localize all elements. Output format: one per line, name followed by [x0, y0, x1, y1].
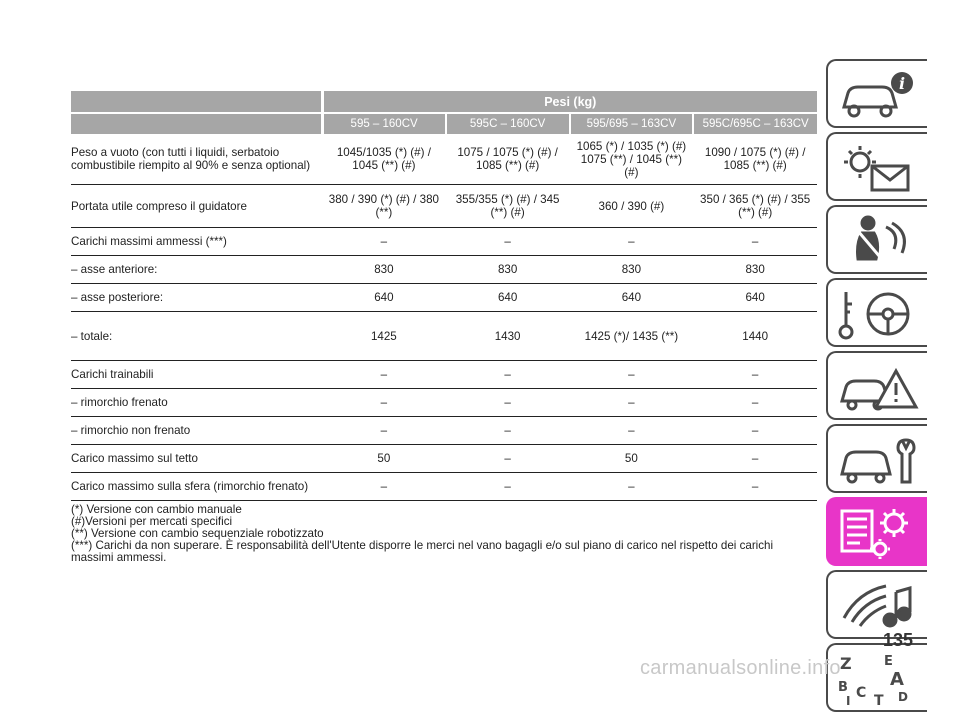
- cell-value: –: [446, 445, 570, 473]
- cell-value: 1075 / 1075 (*) (#) / 1085 (**) (#): [446, 134, 570, 185]
- tab-starting-driving[interactable]: [826, 278, 927, 347]
- table-row: [71, 389, 817, 417]
- table-row: [71, 185, 817, 228]
- table-title: Pesi (kg): [322, 91, 817, 113]
- cell-value: 830: [446, 256, 570, 284]
- row-label: Carichi trainabili: [71, 361, 322, 389]
- svg-text:C: C: [856, 685, 867, 701]
- footnote: (**) Versione con cambio sequenziale robotizzato: [71, 527, 324, 540]
- svg-text:I: I: [846, 694, 851, 707]
- cell-value: –: [322, 389, 446, 417]
- table-title-row: [71, 91, 817, 113]
- cell-value: –: [570, 417, 694, 445]
- svg-text:i: i: [899, 74, 906, 93]
- cell-value: –: [570, 228, 694, 256]
- car-info-icon: [836, 67, 920, 123]
- footnote: (*) Versione con cambio manuale: [71, 503, 242, 516]
- cell-value: 1425: [322, 312, 446, 361]
- watermark: carmanualsonline.info: [640, 657, 841, 679]
- cell-value: –: [693, 473, 817, 501]
- cell-value: 1425 (*)/ 1435 (**): [570, 312, 694, 361]
- cell-value: 830: [570, 256, 694, 284]
- header-blank-cell: [71, 91, 322, 113]
- car-warning-triangle-icon: [836, 359, 920, 415]
- weights-table: [71, 91, 817, 501]
- warning-light-envelope-icon: [836, 140, 920, 196]
- cell-value: 1440: [693, 312, 817, 361]
- cell-value: 640: [322, 284, 446, 312]
- svg-text:A: A: [890, 669, 904, 690]
- table-row: [71, 284, 817, 312]
- tab-safety[interactable]: [826, 205, 927, 274]
- table-row: [71, 361, 817, 389]
- specs-list-gears-icon: [836, 505, 920, 561]
- row-label: – rimorchio non frenato: [71, 417, 322, 445]
- svg-text:B: B: [838, 680, 848, 695]
- row-label: – asse anteriore:: [71, 256, 322, 284]
- cell-value: –: [446, 389, 570, 417]
- cell-value: 640: [570, 284, 694, 312]
- row-label: Peso a vuoto (con tutti i liquidi, serbatoio combustibile riempito al 90% e senza optional): [71, 134, 322, 185]
- row-label: – asse posteriore:: [71, 284, 322, 312]
- cell-value: 1090 / 1075 (*) (#) / 1085 (**) (#): [693, 134, 817, 185]
- table-row: [71, 417, 817, 445]
- svg-text:E: E: [884, 654, 893, 669]
- cell-value: 50: [570, 445, 694, 473]
- key-steering-wheel-icon: [836, 286, 920, 342]
- cell-value: –: [693, 445, 817, 473]
- cell-value: –: [446, 473, 570, 501]
- tab-car-info[interactable]: [826, 59, 927, 128]
- cell-value: –: [322, 228, 446, 256]
- footnotes: [71, 504, 817, 564]
- cell-value: 830: [693, 256, 817, 284]
- cell-value: 360 / 390 (#): [570, 185, 694, 228]
- cell-value: –: [693, 228, 817, 256]
- table-row: [71, 256, 817, 284]
- tab-maintenance[interactable]: [826, 424, 927, 493]
- chapter-tabs: [826, 59, 927, 716]
- column-header: 595C/695C – 163CV: [693, 113, 817, 134]
- page-number: 135: [883, 630, 914, 650]
- cell-value: 1430: [446, 312, 570, 361]
- row-label: Carico massimo sulla sfera (rimorchio frenato): [71, 473, 322, 501]
- table-row: [71, 228, 817, 256]
- cell-value: 1045/1035 (*) (#) / 1045 (**) (#): [322, 134, 446, 185]
- cell-value: –: [446, 417, 570, 445]
- cell-value: –: [693, 389, 817, 417]
- column-header-row: [71, 113, 817, 134]
- cell-value: –: [570, 473, 694, 501]
- multimedia-music-icon: [836, 578, 920, 634]
- column-header: 595 – 160CV: [322, 113, 446, 134]
- column-header: 595/695 – 163CV: [570, 113, 694, 134]
- cell-value: –: [570, 389, 694, 417]
- table-row: [71, 312, 817, 361]
- cell-value: 830: [322, 256, 446, 284]
- weights-section: [71, 91, 817, 564]
- table-row: [71, 445, 817, 473]
- cell-value: –: [322, 473, 446, 501]
- car-wrench-icon: [836, 432, 920, 488]
- tab-index[interactable]: [826, 643, 927, 712]
- cell-value: –: [693, 361, 817, 389]
- cell-value: 640: [446, 284, 570, 312]
- row-label: Carico massimo sul tetto: [71, 445, 322, 473]
- row-label: Portata utile compreso il guidatore: [71, 185, 322, 228]
- alphabetical-index-icon: [836, 651, 920, 707]
- tab-multimedia[interactable]: [826, 570, 927, 639]
- row-label: Carichi massimi ammessi (***): [71, 228, 322, 256]
- svg-text:D: D: [898, 690, 908, 704]
- tab-technical-data[interactable]: [826, 497, 927, 566]
- cell-value: 1065 (*) / 1035 (*) (#) 1075 (**) / 1045 (**) (#): [570, 134, 694, 185]
- row-label: – rimorchio frenato: [71, 389, 322, 417]
- column-header: 595C – 160CV: [446, 113, 570, 134]
- cell-value: 380 / 390 (*) (#) / 380 (**): [322, 185, 446, 228]
- row-label: – totale:: [71, 312, 322, 361]
- cell-value: 50: [322, 445, 446, 473]
- svg-text:Z: Z: [840, 654, 852, 673]
- cell-value: –: [446, 361, 570, 389]
- cell-value: 355/355 (*) (#) / 345 (**) (#): [446, 185, 570, 228]
- cell-value: –: [322, 361, 446, 389]
- svg-text:T: T: [874, 693, 884, 707]
- tab-emergency[interactable]: [826, 351, 927, 420]
- cell-value: 640: [693, 284, 817, 312]
- cell-value: –: [446, 228, 570, 256]
- tab-warning-lights[interactable]: [826, 132, 927, 201]
- footnote: (***) Carichi da non superare. È responsabilità dell'Utente disporre le merci nel vano bagagli e/o sul piano di carico nel rispetto dei carichi massimi ammessi.: [71, 539, 774, 564]
- cell-value: 350 / 365 (*) (#) / 355 (**) (#): [693, 185, 817, 228]
- cell-value: –: [322, 417, 446, 445]
- table-row: [71, 473, 817, 501]
- airbag-seatbelt-icon: [836, 213, 920, 269]
- table-row: [71, 134, 817, 185]
- footnote: (#)Versioni per mercati specifici: [71, 515, 233, 528]
- cell-value: –: [570, 361, 694, 389]
- header-blank-cell: [71, 113, 322, 134]
- cell-value: –: [693, 417, 817, 445]
